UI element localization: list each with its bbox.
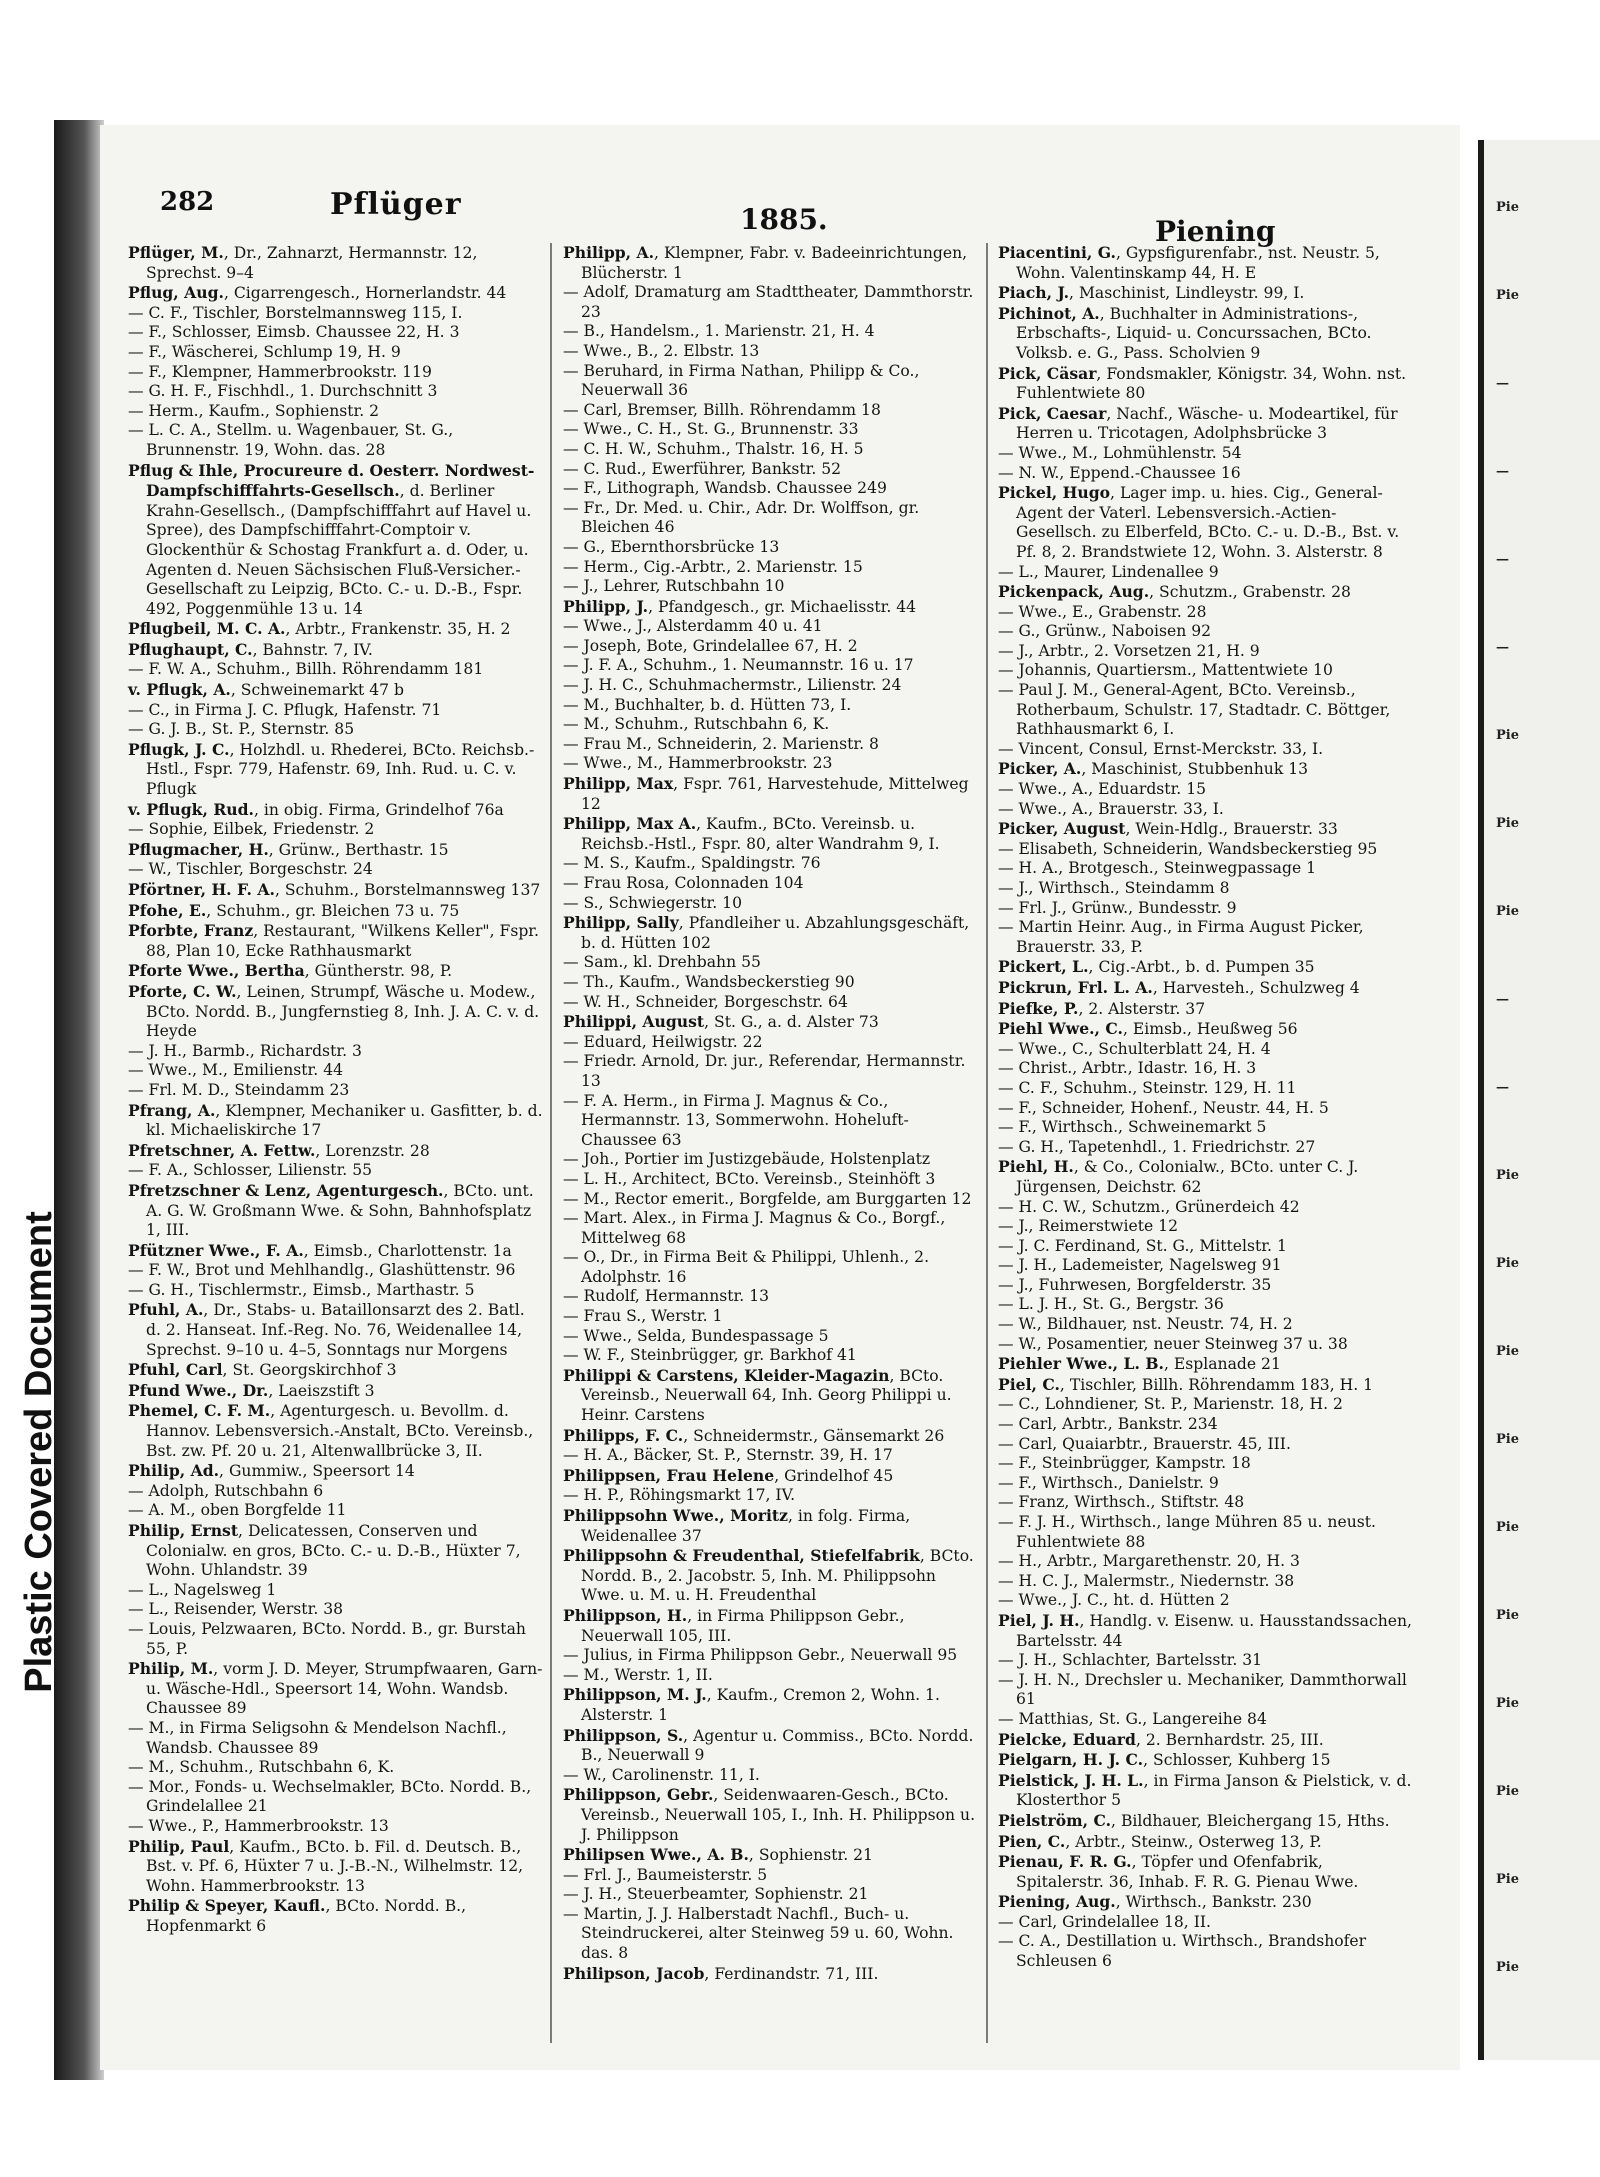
directory-entry: — C. F., Schuhm., Steinstr. 129, H. 11 (998, 1078, 1297, 1097)
directory-entry: — Frau M., Schneiderin, 2. Marienstr. 8 (563, 734, 879, 753)
directory-entry: — Mor., Fonds- u. Wechselmakler, BCto. Nordd. B., Grindelallee 21 (128, 1777, 532, 1816)
directory-entry: Pforte Wwe., Bertha, Güntherstr. 98, P. (128, 961, 453, 981)
directory-entry: — J., Fuhrwesen, Borgfelderstr. 35 (998, 1275, 1272, 1294)
directory-entry: Philipp, A., Klempner, Fabr. v. Badeeinrichtungen, Blücherstr. 1 (563, 243, 968, 282)
directory-entry: — J., Lehrer, Rutschbahn 10 (563, 577, 785, 596)
directory-entry: — Martin, J. J. Halberstadt Nachfl., Buch- u. Steindruckerei, alter Steinweg 59 u. 60, Wohn. das. 8 (563, 1904, 954, 1963)
edge-fragment: Pie (1496, 288, 1519, 303)
directory-entry: Philip, Paul, Kaufm., BCto. b. Fil. d. Deutsch. B., Bst. v. Pf. 6, Hüxter 7 u. J.-B.-N., Wilhelmstr. 12, Wohn. Hammerbrookstr. 13 (128, 1836, 524, 1895)
directory-entry: Philippson, Gebr., Seidenwaaren-Gesch., BCto. Vereinsb., Neuerwall 105, I., Inh. H. Philippson u. J. Philippson (563, 1785, 976, 1844)
entries-column-2 (563, 243, 978, 1984)
directory-entry: — G. H., Tapetenhdl., 1. Friedrichstr. 27 (998, 1137, 1316, 1156)
column-rule (550, 243, 552, 2043)
directory-entry: Piach, J., Maschinist, Lindleystr. 99, I. (998, 283, 1305, 303)
directory-entry: — J. H. C., Schuhmachermstr., Lilienstr. 24 (563, 676, 902, 695)
directory-entry: — J., Reimerstwiete 12 (998, 1217, 1179, 1236)
directory-entry: Pien, C., Arbtr., Steinw., Osterweg 13, P. (998, 1831, 1322, 1851)
directory-entry: Piefke, P., 2. Alsterstr. 37 (998, 998, 1206, 1018)
directory-entry: — H. A., Brotgesch., Steinwegpassage 1 (998, 859, 1317, 878)
directory-entry: — Adolph, Rutschbahn 6 (128, 1481, 324, 1500)
edge-fragment: Pie (1496, 1608, 1519, 1623)
directory-entry: — F. A., Schlosser, Lilienstr. 55 (128, 1161, 373, 1180)
directory-entry: — Frau Rosa, Colonnaden 104 (563, 874, 804, 892)
edge-fragment: Pie (1496, 200, 1519, 215)
directory-entry: — J. C. Ferdinand, St. G., Mittelstr. 1 (998, 1236, 1287, 1255)
directory-entry: — Paul J. M., General-Agent, BCto. Vereinsb., Rotherbaum, Schulstr. 17, Stadtadr. C. Böttger, Rathhausmarkt 6, I. (998, 681, 1391, 739)
directory-entry: Pielström, C., Bildhauer, Bleichergang 15, Hths. (998, 1810, 1390, 1830)
directory-entry: Picker, August, Wein-Hdlg., Brauerstr. 33 (998, 819, 1338, 839)
directory-entry: — J. H., Barmb., Richardstr. 3 (128, 1041, 362, 1060)
directory-entry: Pienau, F. R. G., Töpfer und Ofenfabrik, Spitalerstr. 36, Inhab. F. R. G. Pienau Wwe. (998, 1852, 1359, 1891)
directory-entry: — W., Posamentier, neuer Steinweg 37 u. 38 (998, 1334, 1348, 1353)
directory-entry: — Carl, Bremser, Billh. Röhrendamm 18 (563, 400, 881, 419)
directory-entry: Piening, Aug., Wirthsch., Bankstr. 230 (998, 1892, 1312, 1912)
directory-entry: — H., Arbtr., Margarethenstr. 20, H. 3 (998, 1552, 1300, 1571)
directory-entry: — Fr., Dr. Med. u. Chir., Adr. Dr. Wolffson, gr. Bleichen 46 (563, 498, 920, 537)
directory-entry: Pickenpack, Aug., Schutzm., Grabenstr. 28 (998, 582, 1351, 602)
directory-entry: — C. Rud., Ewerführer, Bankstr. 52 (563, 459, 842, 478)
directory-entry: — F., Wirthsch., Danielstr. 9 (998, 1473, 1219, 1492)
directory-entry: Pielstick, J. H. L., in Firma Janson & Pielstick, v. d. Klosterthor 5 (998, 1770, 1412, 1810)
edge-fragment: Pie (1496, 1344, 1519, 1359)
directory-entry: — Johannis, Quartiersm., Mattentwiete 10 (998, 661, 1333, 680)
directory-entry: Pick, Cäsar, Fondsmakler, Königstr. 34, Wohn. nst. Fuhlentwiete 80 (998, 363, 1407, 403)
edge-fragment: Pie (1496, 728, 1519, 743)
directory-entry: — G., Grünw., Naboisen 92 (998, 622, 1212, 641)
directory-entry: — H. P., Röhingsmarkt 17, IV. (563, 1486, 796, 1505)
directory-entry: Pforbte, Franz, Restaurant, "Wilkens Keller", Fspr. 88, Plan 10, Ecke Rathhausmarkt (128, 921, 539, 960)
directory-entry: Pfützner Wwe., F. A., Eimsb., Charlottenstr. 1a (128, 1240, 512, 1260)
directory-entry: — F., Wäscherei, Schlump 19, H. 9 (128, 342, 401, 361)
directory-entry: — Matthias, St. G., Langereihe 84 (998, 1709, 1267, 1728)
directory-entry: Philipps, F. C., Schneidermstr., Gänsemarkt 26 (563, 1425, 945, 1445)
edge-fragment: Pie (1496, 1432, 1519, 1447)
plastic-cover-label: Plastic Covered Document (18, 1211, 60, 1693)
entries-column-3 (998, 243, 1413, 1972)
directory-entry: Philippsohn & Freudenthal, Stiefelfabrik, BCto. Nordd. B., 2. Jacobstr. 5, Inh. M. Philippsohn Wwe. u. M. u. H. Freudenthal (563, 1546, 974, 1605)
directory-entry: Pichinot, A., Buchhalter in Administrations-, Erbschafts-, Liquid- u. Concurssachen, BCto. Volksb. e. G., Pass. Scholvien 9 (998, 303, 1372, 362)
edge-fragment: Pie (1496, 1960, 1519, 1975)
directory-entry: — G. J. B., St. P., Sternstr. 85 (128, 720, 355, 739)
directory-entry: Philip, M., vorm J. D. Meyer, Strumpfwaaren, Garn- u. Wäsche-Hdl., Speersort 14, Wohn. Wandsb. Chaussee 89 (128, 1659, 543, 1718)
directory-entry: — W., Carolinenstr. 11, I. (563, 1765, 760, 1784)
directory-entry: v. Pflugk, A., Schweinemarkt 47 b (128, 680, 405, 700)
directory-entry: — Wwe., C. H., St. G., Brunnenstr. 33 (563, 420, 859, 439)
directory-entry: — M., in Firma Seligsohn & Mendelson Nachfl., Wandsb. Chaussee 89 (128, 1718, 507, 1757)
directory-entry: — J., Arbtr., 2. Vorsetzen 21, H. 9 (998, 641, 1260, 660)
directory-entry: — F., Lithograph, Wandsb. Chaussee 249 (563, 479, 887, 498)
directory-entry: — H. C. W., Schutzm., Grünerdeich 42 (998, 1197, 1300, 1216)
directory-entry: Piel, C., Tischler, Billh. Röhrendamm 183, H. 1 (998, 1374, 1374, 1394)
directory-entry: — G. H. F., Fischhdl., 1. Durchschnitt 3 (128, 382, 438, 401)
directory-entry: Piel, J. H., Handlg. v. Eisenw. u. Hausstandssachen, Bartelsstr. 44 (998, 1610, 1412, 1650)
directory-entry: — W. H., Schneider, Borgeschstr. 64 (563, 992, 848, 1011)
directory-entry: — Wwe., P., Hammerbrookstr. 13 (128, 1816, 389, 1835)
directory-entry: Pielcke, Eduard, 2. Bernhardstr. 25, III. (998, 1729, 1324, 1749)
directory-entry: — L. C. A., Stellm. u. Wagenbauer, St. G., Brunnenstr. 19, Wohn. das. 28 (128, 421, 454, 459)
directory-entry: — Wwe., A., Brauerstr. 33, I. (998, 799, 1224, 818)
directory-entry: — Wwe., Selda, Bundespassage 5 (563, 1326, 829, 1345)
directory-entry: — L. J. H., St. G., Bergstr. 36 (998, 1295, 1224, 1314)
directory-entry: — Wwe., J., Alsterdamm 40 u. 41 (563, 617, 823, 636)
year-heading: 1885. (740, 203, 828, 236)
directory-entry: — S., Schwiegerstr. 10 (563, 893, 742, 912)
directory-entry: — C. H. W., Schuhm., Thalstr. 16, H. 5 (563, 439, 864, 458)
directory-entry: Pfohe, E., Schuhm., gr. Bleichen 73 u. 75 (128, 900, 460, 920)
directory-entry: — L., Maurer, Lindenallee 9 (998, 562, 1219, 581)
directory-entry: — Carl, Quaiarbtr., Brauerstr. 45, III. (998, 1434, 1291, 1453)
edge-fragment: — (1496, 464, 1509, 479)
directory-entry: Pfuhl, A., Dr., Stabs- u. Bataillonsarzt des 2. Batl. d. 2. Hanseat. Inf.-Reg. No. 76, Weidenallee 14, Sprechst. 9–10 u. 4–5, Sonntags nur Morgens (128, 1300, 525, 1359)
directory-entry: — F. J. H., Wirthsch., lange Mühren 85 u. neust. Fuhlentwiete 88 (998, 1513, 1376, 1551)
directory-entry: Piehler Wwe., L. B., Esplanade 21 (998, 1354, 1281, 1374)
directory-entry: Philipp, J., Pfandgesch., gr. Michaelisstr. 44 (563, 596, 917, 616)
directory-entry: — M., Rector emerit., Borgfelde, am Burggarten 12 (563, 1189, 972, 1208)
directory-entry: — Eduard, Heilwigstr. 22 (563, 1032, 763, 1051)
directory-entry: Philipp, Max, Fspr. 761, Harvestehude, Mittelweg 12 (563, 774, 969, 813)
directory-entry: — Carl, Arbtr., Bankstr. 234 (998, 1415, 1218, 1434)
directory-entry: — F., Wirthsch., Schweinemarkt 5 (998, 1118, 1267, 1137)
directory-entry: — A. M., oben Borgfelde 11 (128, 1501, 347, 1520)
directory-entry: — F. W. A., Schuhm., Billh. Röhrendamm 181 (128, 660, 484, 679)
directory-entry: Pickel, Hugo, Lager imp. u. hies. Cig., General-Agent der Vaterl. Lebensversich.-Actien-Gesellsch. zu Elberfeld, BCto. C.- u. D.-B., Bst. v. Pf. 8, 2. Brandstwiete 12, Wohn. 3. Alsterstr. 8 (998, 483, 1400, 561)
directory-entry: — M., Schuhm., Rutschbahn 6, K. (563, 715, 830, 734)
directory-entry: — Frau S., Werstr. 1 (563, 1307, 723, 1326)
directory-entry: — J. F. A., Schuhm., 1. Neumannstr. 16 u. 17 (563, 656, 914, 675)
edge-fragment: — (1496, 992, 1509, 1007)
directory-entry: — F., Schneider, Hohenf., Neustr. 44, H. 5 (998, 1098, 1329, 1117)
edge-fragment: Pie (1496, 1696, 1519, 1711)
directory-entry: — Louis, Pelzwaaren, BCto. Nordd. B., gr. Burstah 55, P. (128, 1619, 526, 1658)
edge-fragment: Pie (1496, 1784, 1519, 1799)
edge-fragment: Pie (1496, 1168, 1519, 1183)
edge-fragment: — (1496, 1080, 1509, 1095)
directory-entry: — Joh., Portier im Justizgebäude, Holstenplatz (563, 1150, 931, 1169)
directory-entry: Pielgarn, H. J. C., Schlosser, Kuhberg 15 (998, 1750, 1331, 1770)
directory-entry: — Friedr. Arnold, Dr. jur., Referendar, Hermannstr. 13 (563, 1052, 966, 1090)
directory-entry: — O., Dr., in Firma Beit & Philippi, Uhlenh., 2. Adolphstr. 16 (563, 1248, 930, 1286)
directory-entry: — G., Ebernthorsbrücke 13 (563, 537, 780, 556)
directory-entry: Pflug, Aug., Cigarrengesch., Hornerlandstr. 44 (128, 283, 507, 303)
directory-entry: — Wwe., M., Emilienstr. 44 (128, 1061, 344, 1080)
directory-entry: — Sam., kl. Drehbahn 55 (563, 953, 761, 972)
edge-fragment: — (1496, 640, 1509, 655)
running-head-left: Pflüger (330, 187, 462, 222)
directory-entry: — Beruhard, in Firma Nathan, Philipp & Co., Neuerwall 36 (563, 361, 920, 400)
directory-entry: Philippson, S., Agentur u. Commiss., BCto. Nordd. B., Neuerwall 9 (563, 1725, 974, 1765)
directory-entry: — Elisabeth, Schneiderin, Wandsbeckerstieg 95 (998, 839, 1378, 858)
edge-fragment: Pie (1496, 904, 1519, 919)
directory-entry: Philipson, Jacob, Ferdinandstr. 71, III. (563, 1963, 879, 1983)
directory-entry: — H. A., Bäcker, St. P., Sternstr. 39, H. 17 (563, 1446, 893, 1465)
directory-entry: — Th., Kaufm., Wandsbeckerstieg 90 (563, 972, 855, 991)
directory-entry: — L. H., Architect, BCto. Vereinsb., Steinhöft 3 (563, 1169, 936, 1188)
directory-entry: Philip, Ad., Gummiw., Speersort 14 (128, 1461, 415, 1481)
directory-entry: — C. A., Destillation u. Wirthsch., Brandshofer Schleusen 6 (998, 1932, 1367, 1971)
directory-entry: Pfuhl, Carl, St. Georgskirchhof 3 (128, 1360, 397, 1380)
directory-entry: Pick, Caesar, Nachf., Wäsche- u. Modeartikel, für Herren u. Tricotagen, Adolphsbrücke 3 (998, 403, 1398, 443)
directory-entry: — Sophie, Eilbek, Friedenstr. 2 (128, 820, 375, 839)
directory-entry: Philippsohn Wwe., Moritz, in folg. Firma, Weidenallee 37 (563, 1506, 911, 1545)
directory-entry: — W., Bildhauer, nst. Neustr. 74, H. 2 (998, 1315, 1293, 1334)
directory-entry: — M., Buchhalter, b. d. Hütten 73, I. (563, 695, 852, 714)
directory-entry: — J. H., Lademeister, Nagelsweg 91 (998, 1256, 1282, 1275)
directory-entry: Philippi & Carstens, Kleider-Magazin, BCto. Vereinsb., Neuerwall 64, Inh. Georg Philippi u. Heinr. Carstens (563, 1365, 952, 1425)
directory-entry: — Wwe., A., Eduardstr. 15 (998, 780, 1207, 799)
edge-fragment: — (1496, 552, 1509, 567)
directory-entry: — L., Reisender, Werstr. 38 (128, 1600, 344, 1619)
directory-entry: — M., Werstr. 1, II. (563, 1665, 713, 1684)
directory-entry: — C. F., Tischler, Borstelmannsweg 115, I. (128, 303, 463, 322)
directory-entry: — Frl. M. D., Steindamm 23 (128, 1080, 350, 1099)
directory-entry: — B., Handelsm., 1. Marienstr. 21, H. 4 (563, 322, 875, 341)
directory-entry: — Wwe., E., Grabenstr. 28 (998, 602, 1207, 621)
directory-entry: — Martin Heinr. Aug., in Firma August Picker, Brauerstr. 33, P. (998, 918, 1364, 956)
directory-entry: — G. H., Tischlermstr., Eimsb., Marthastr. 5 (128, 1280, 475, 1299)
directory-entry: v. Pflugk, Rud., in obig. Firma, Grindelhof 76a (128, 799, 504, 819)
directory-entry: Picker, A., Maschinist, Stubbenhuk 13 (998, 759, 1309, 779)
directory-entry: Pflug & Ihle, Procureure d. Oesterr. Nordwest-Dampfschifffahrts-Gesellsch., d. Berliner Krahn-Gesellsch., (Dampfschifffahrt auf Havel u. Spree), des Dampfschifffahrt-Comptoir v. Glockenthür & Schostag Frankfurt a. d. Oder, u. Agenten d. Neuen Sächsischen Fluß-Versicher.-Gesellschaft zu Leipzig, BCto. C.- u. D.-B., Fspr. 492, Poggenmühle 13 u. 14 (128, 460, 535, 618)
directory-entry: — Vincent, Consul, Ernst-Merckstr. 33, I. (998, 739, 1324, 758)
directory-entry: Piehl, H., & Co., Colonialw., BCto. unter C. J. Jürgensen, Deichstr. 62 (998, 1157, 1359, 1196)
directory-entry: Pförtner, H. F. A., Schuhm., Borstelmannsweg 137 (128, 880, 541, 899)
directory-entry: — Herm., Cig.-Arbtr., 2. Marienstr. 15 (563, 557, 863, 576)
directory-entry: Philip & Speyer, Kaufl., BCto. Nordd. B., Hopfenmarkt 6 (128, 1896, 467, 1935)
directory-entry: — M. S., Kaufm., Spaldingstr. 76 (563, 854, 821, 873)
directory-entry: Pforte, C. W., Leinen, Strumpf, Wäsche u. Modew., BCto. Nordd. B., Jungfernstieg 8, Inh. J. A. C. v. d. Heyde (128, 981, 540, 1041)
directory-entry: — Wwe., B., 2. Elbstr. 13 (563, 341, 760, 360)
column-rule (986, 243, 988, 2043)
directory-entry: — M., Schuhm., Rutschbahn 6, K. (128, 1758, 395, 1777)
directory-entry: — Rudolf, Hermannstr. 13 (563, 1287, 770, 1306)
adjacent-page-edge (1478, 140, 1600, 2060)
directory-entry: Philippi, August, St. G., a. d. Alster 73 (563, 1012, 879, 1032)
directory-entry: — Wwe., C., Schulterblatt 24, H. 4 (998, 1039, 1271, 1058)
directory-entry: — W., Tischler, Borgeschstr. 24 (128, 860, 373, 879)
directory-entry: Pflugbeil, M. C. A., Arbtr., Frankenstr. 35, H. 2 (128, 619, 511, 639)
directory-entry: Pflughaupt, C., Bahnstr. 7, IV. (128, 639, 373, 659)
directory-entry: Phemel, C. F. M., Agenturgesch. u. Bevollm. d. Hannov. Lebensversich.-Anstalt, BCto. Vereinsb., Bst. zw. Pf. 20 u. 21, Altenwallbrücke 3, II. (128, 1401, 534, 1460)
directory-entry: — W. F., Steinbrügger, gr. Barkhof 41 (563, 1346, 857, 1365)
directory-entry: Piacentini, G., Gypsfigurenfabr., nst. Neustr. 5, Wohn. Valentinskamp 44, H. E (998, 243, 1380, 282)
edge-fragment: Pie (1496, 816, 1519, 831)
directory-entry: — N. W., Eppend.-Chaussee 16 (998, 463, 1241, 482)
running-head-right: Piening (1155, 215, 1276, 248)
directory-entry: — Frl. J., Baumeisterstr. 5 (563, 1865, 768, 1884)
edge-fragment: Pie (1496, 1256, 1519, 1271)
directory-entry: — Joseph, Bote, Grindelallee 67, H. 2 (563, 636, 858, 655)
directory-entry: Pflugk, J. C., Holzhdl. u. Rhederei, BCto. Reichsb.-Hstl., Fspr. 779, Hafenstr. 69, Inh. Rud. u. C. v. Pflugk (128, 739, 535, 799)
directory-entry: Pickert, L., Cig.-Arbt., b. d. Pumpen 35 (998, 957, 1315, 977)
directory-entry: Pflugmacher, H., Grünw., Berthastr. 15 (128, 839, 449, 859)
directory-entry: — J. H. N., Drechsler u. Mechaniker, Dammthorwall 61 (998, 1670, 1407, 1709)
directory-entry: Piehl Wwe., C., Eimsb., Heußweg 56 (998, 1019, 1298, 1039)
directory-entry: Pfund Wwe., Dr., Laeiszstift 3 (128, 1380, 375, 1400)
directory-entry: — Mart. Alex., in Firma J. Magnus & Co., Borgf., Mittelweg 68 (563, 1209, 946, 1247)
directory-entry: — Wwe., M., Lohmühlenstr. 54 (998, 443, 1242, 462)
directory-entry: — C., in Firma J. C. Pflugk, Hafenstr. 71 (128, 700, 442, 719)
directory-entry: Pickrun, Frl. L. A., Harvesteh., Schulzweg 4 (998, 977, 1360, 997)
edge-fragment: Pie (1496, 1872, 1519, 1887)
directory-entry: Philipsen Wwe., A. B., Sophienstr. 21 (563, 1845, 873, 1865)
directory-entry: — F., Klempner, Hammerbrookstr. 119 (128, 362, 432, 381)
directory-entry: — H. C. J., Malermstr., Niedernstr. 38 (998, 1571, 1295, 1590)
directory-entry: Philippson, H., in Firma Philippson Gebr., Neuerwall 105, III. (563, 1605, 905, 1645)
directory-entry: — Julius, in Firma Philippson Gebr., Neuerwall 95 (563, 1646, 958, 1665)
directory-entry: — Wwe., M., Hammerbrookstr. 23 (563, 754, 833, 773)
directory-entry: Pfrang, A., Klempner, Mechaniker u. Gasfitter, b. d. kl. Michaeliskirche 17 (128, 1100, 543, 1140)
page-number: 282 (160, 187, 215, 217)
entries-column-1 (128, 243, 543, 1936)
directory-entry: — J. H., Steuerbeamter, Sophienstr. 21 (563, 1885, 869, 1904)
directory-entry: — Wwe., J. C., ht. d. Hütten 2 (998, 1591, 1230, 1610)
directory-entry: Philippson, M. J., Kaufm., Cremon 2, Wohn. 1. Alsterstr. 1 (563, 1685, 940, 1724)
directory-entry: — Herm., Kaufm., Sophienstr. 2 (128, 401, 380, 420)
directory-entry: — F., Steinbrügger, Kampstr. 18 (998, 1454, 1251, 1473)
directory-entry: — Frl. J., Grünw., Bundesstr. 9 (998, 898, 1237, 917)
directory-entry: — C., Lohndiener, St. P., Marienstr. 18, H. 2 (998, 1395, 1343, 1414)
directory-entry: — F. A. Herm., in Firma J. Magnus & Co., Hermannstr. 13, Sommerwohn. Hoheluft-Chaussee 63 (563, 1091, 909, 1149)
directory-entry: Philip, Ernst, Delicatessen, Conserven und Colonialw. en gros, BCto. C.- u. D.-B., Hüxter 7, Wohn. Uhlandstr. 39 (128, 1521, 521, 1580)
edge-fragment: — (1496, 376, 1509, 391)
directory-entry: Pflüger, M., Dr., Zahnarzt, Hermannstr. 12, Sprechst. 9–4 (128, 243, 478, 282)
edge-fragment: Pie (1496, 1520, 1519, 1535)
directory-entry: — J., Wirthsch., Steindamm 8 (998, 879, 1230, 897)
directory-entry: — L., Nagelsweg 1 (128, 1580, 277, 1599)
directory-entry: Philipp, Sally, Pfandleiher u. Abzahlungsgeschäft, b. d. Hütten 102 (563, 913, 970, 952)
directory-entry: Pfretschner, A. Fettw., Lorenzstr. 28 (128, 1140, 430, 1160)
directory-entry: — F. W., Brot und Mehlhandlg., Glashüttenstr. 96 (128, 1261, 516, 1280)
directory-entry: Philipp, Max A., Kaufm., BCto. Vereinsb. u. Reichsb.-Hstl., Fspr. 80, alter Wandrahm 9, I. (563, 814, 940, 853)
directory-entry: Pfretzschner & Lenz, Agenturgesch., BCto. unt. A. G. W. Großmann Wwe. & Sohn, Bahnhofsplatz 1, III. (128, 1180, 534, 1240)
directory-entry: — J. H., Schlachter, Bartelsstr. 31 (998, 1651, 1263, 1670)
directory-entry: — F., Schlosser, Eimsb. Chaussee 22, H. 3 (128, 323, 460, 342)
directory-entry: — Christ., Arbtr., Idastr. 16, H. 3 (998, 1059, 1257, 1078)
directory-entry: — Carl, Grindelallee 18, II. (998, 1912, 1211, 1931)
directory-entry: Philippsen, Frau Helene, Grindelhof 45 (563, 1465, 894, 1485)
directory-page (100, 125, 1460, 2070)
directory-entry: — Adolf, Dramaturg am Stadttheater, Dammthorstr. 23 (563, 283, 974, 321)
directory-entry: — Franz, Wirthsch., Stiftstr. 48 (998, 1493, 1245, 1512)
